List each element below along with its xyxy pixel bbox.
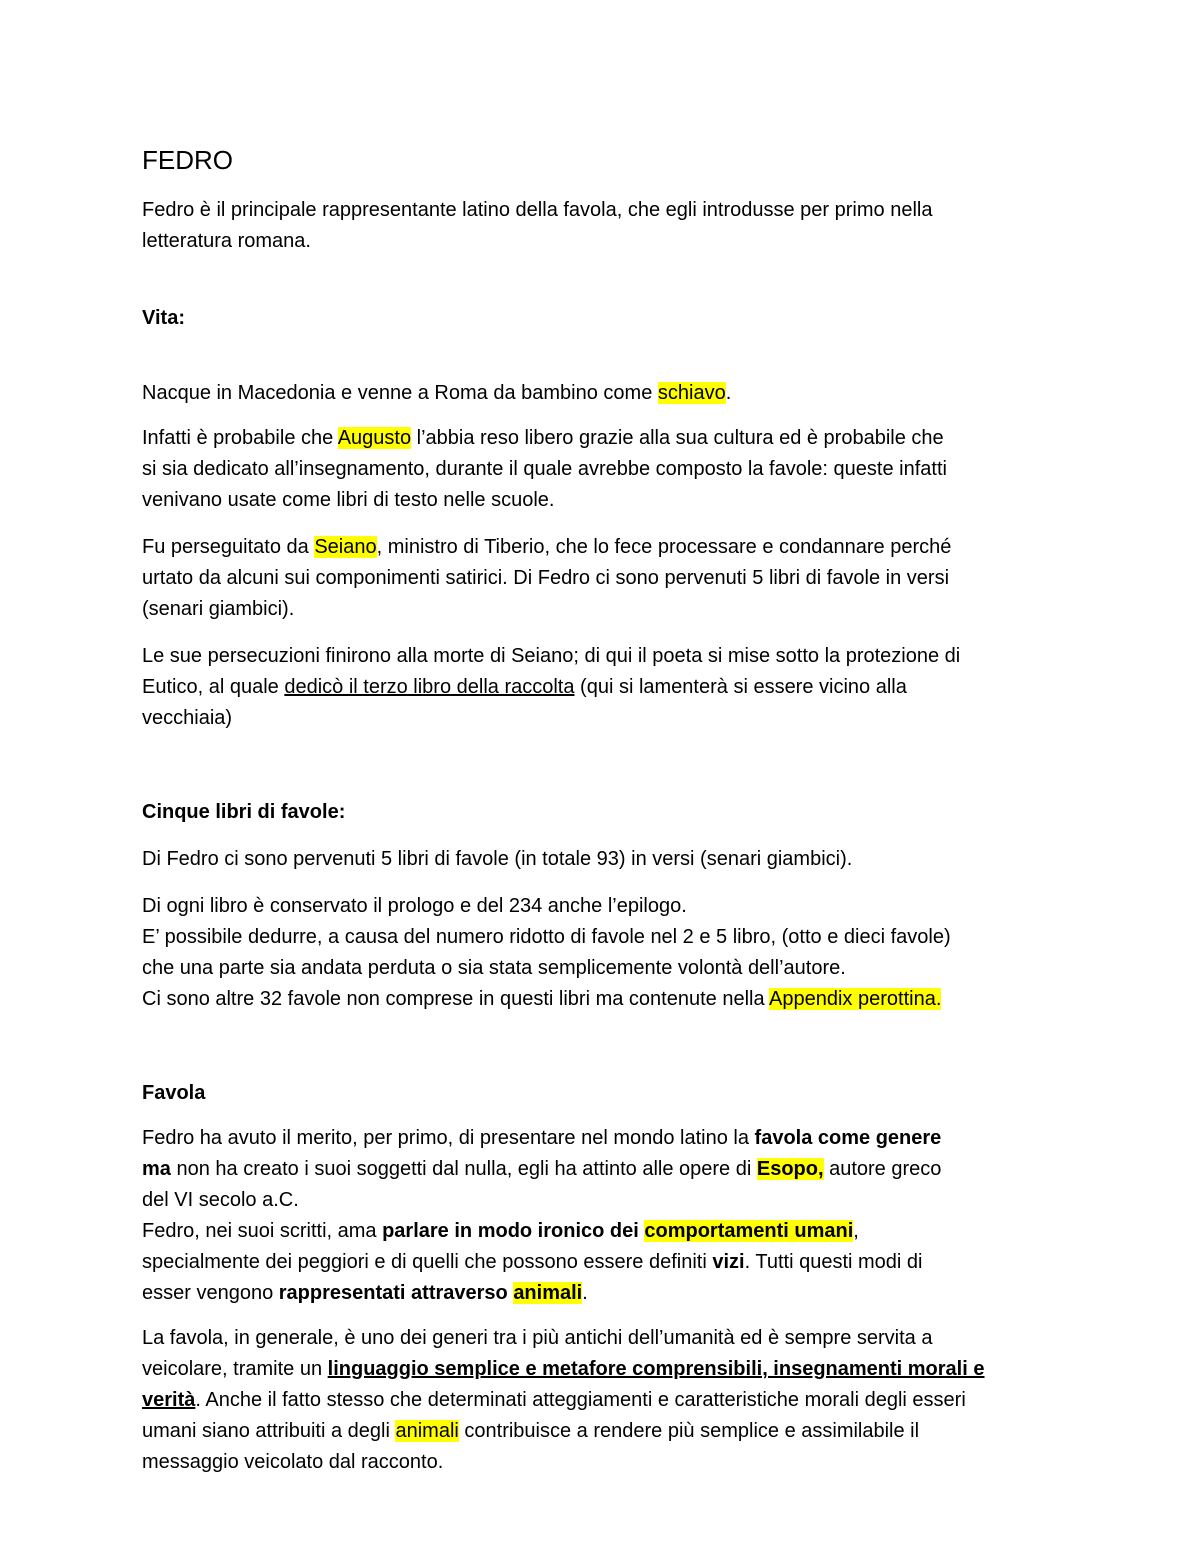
underlined-text: verità	[142, 1389, 196, 1411]
text-line: E’ possibile dedurre, a causa del numero ridotto di favole nel 2 e 5 libro, (otto e dieci favole)	[142, 926, 951, 948]
highlight: animali	[513, 1282, 583, 1304]
text-line: Fedro, nei suoi scritti, ama parlare in modo ironico dei comportamenti umani,	[142, 1220, 859, 1242]
libri-paragraph-2	[142, 891, 1042, 1015]
highlight: Esopo,	[756, 1158, 824, 1180]
text-line: veicolare, tramite un linguaggio semplice e metafore comprensibili, insegnamenti morali e	[142, 1358, 985, 1380]
text-line: letteratura romana.	[142, 230, 311, 252]
text-line: urtato da alcuni sui componimenti satirici. Di Fedro ci sono pervenuti 5 libri di favole in versi	[142, 567, 950, 589]
text-line: verità. Anche il fatto stesso che determinati atteggiamenti e caratteristiche morali degli esseri	[142, 1389, 966, 1411]
vita-paragraph-4	[142, 641, 1042, 734]
highlight: Seiano	[314, 536, 377, 558]
highlight: Augusto	[337, 427, 412, 449]
highlight: comportamenti umani	[644, 1220, 854, 1242]
text-line: Fedro è il principale rappresentante latino della favola, che egli introdusse per primo nella	[142, 199, 933, 221]
text-line: si sia dedicato all’insegnamento, durante il quale avrebbe composto la favole: queste infatti	[142, 458, 947, 480]
text-line: ma non ha creato i suoi soggetti dal nulla, egli ha attinto alle opere di Esopo, autore greco	[142, 1158, 942, 1180]
section-heading-vita: Vita:	[142, 307, 185, 329]
text-line: che una parte sia andata perduta o sia stata semplicemente volontà dell’autore.	[142, 957, 846, 979]
text-line: messaggio veicolato dal racconto.	[142, 1451, 444, 1473]
underlined-text: dedicò il terzo libro della raccolta	[284, 676, 575, 698]
text-line: Infatti è probabile che Augusto l’abbia reso libero grazie alla sua cultura ed è probabile che	[142, 427, 944, 449]
text-line: La favola, in generale, è uno dei generi tra i più antichi dell’umanità ed è sempre servita a	[142, 1327, 933, 1349]
text-line: esser vengono rappresentati attraverso animali.	[142, 1282, 588, 1304]
underlined-text: linguaggio semplice e metafore comprensibili, insegnamenti morali e	[327, 1358, 985, 1380]
text-line: (senari giambici).	[142, 598, 295, 620]
text-line: Le sue persecuzioni finirono alla morte di Seiano; di qui il poeta si mise sotto la protezione di	[142, 645, 961, 667]
vita-paragraph-3	[142, 532, 1042, 625]
highlight: Appendix perottina.	[769, 988, 942, 1010]
text-line: Fu perseguitato da Seiano, ministro di Tiberio, che lo fece processare e condannare perché	[142, 536, 952, 558]
text-line: Nacque in Macedonia e venne a Roma da bambino come schiavo.	[142, 382, 732, 404]
text-line: Fedro ha avuto il merito, per primo, di presentare nel mondo latino la favola come genere	[142, 1127, 942, 1149]
text-line: venivano usate come libri di testo nelle scuole.	[142, 489, 555, 511]
text-line: Ci sono altre 32 favole non comprese in questi libri ma contenute nella Appendix perottina.	[142, 988, 942, 1010]
intro-paragraph	[142, 195, 1042, 257]
vita-paragraph-1	[142, 378, 1042, 409]
text-line: Eutico, al quale dedicò il terzo libro della raccolta (qui si lamenterà si essere vicino alla	[142, 676, 907, 698]
favola-paragraph-1	[142, 1123, 1042, 1309]
text-line: umani siano attribuiti a degli animali contribuisce a rendere più semplice e assimilabile il	[142, 1420, 920, 1442]
section-heading-favola: Favola	[142, 1082, 206, 1104]
text-line: Di ogni libro è conservato il prologo e del 234 anche l’epilogo.	[142, 895, 687, 917]
highlight: schiavo	[657, 382, 726, 404]
document-title: FEDRO	[142, 145, 233, 175]
libri-paragraph-1: Di Fedro ci sono pervenuti 5 libri di favole (in totale 93) in versi (senari giambici).	[142, 848, 853, 870]
text-line: specialmente dei peggiori e di quelli che possono essere definiti vizi. Tutti questi modi di	[142, 1251, 923, 1273]
highlight: animali	[395, 1420, 459, 1442]
favola-paragraph-2	[142, 1323, 1042, 1478]
text-line: del VI secolo a.C.	[142, 1189, 299, 1211]
text-line: vecchiaia)	[142, 707, 233, 729]
section-heading-libri: Cinque libri di favole:	[142, 801, 346, 823]
vita-paragraph-2	[142, 423, 1042, 516]
